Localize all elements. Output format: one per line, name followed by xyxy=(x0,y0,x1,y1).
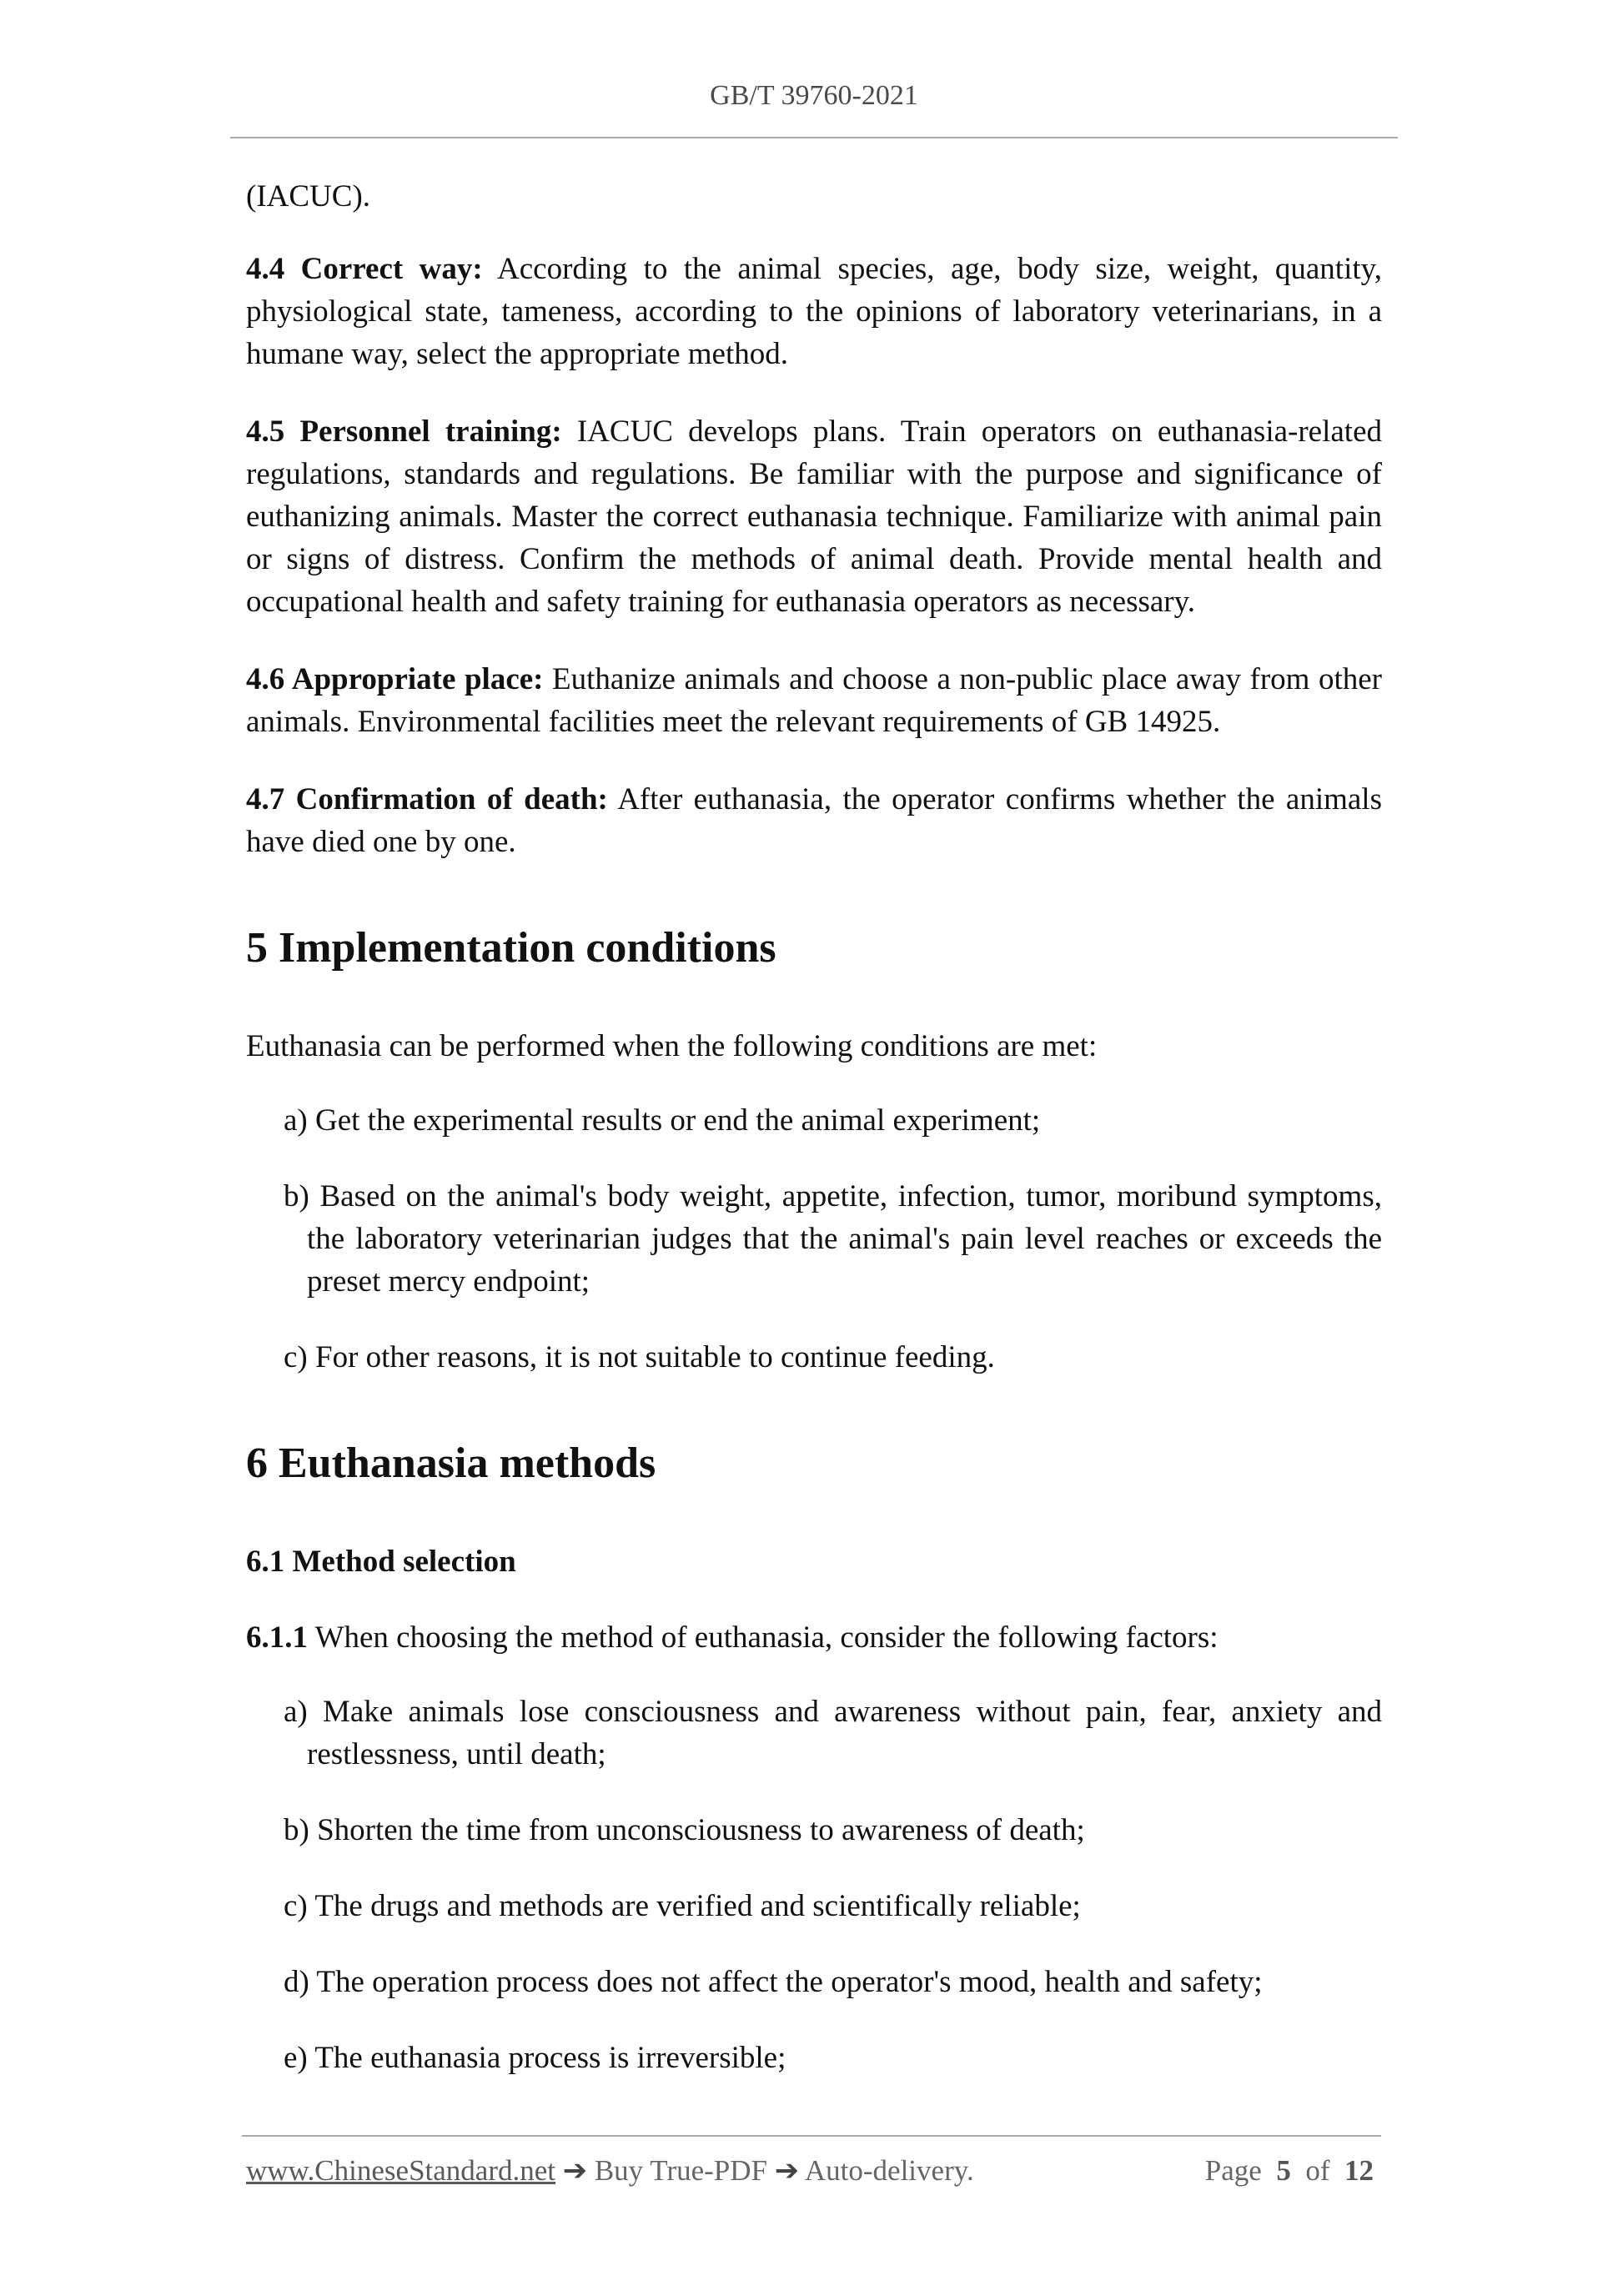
section-5-intro: Euthanasia can be performed when the following conditions are met: xyxy=(246,1029,1098,1063)
footer-divider xyxy=(242,2135,1381,2137)
section-5-heading: 5 Implementation conditions xyxy=(246,924,776,972)
section-6-item-d: d) The operation process does not affect the operator's mood, health and safety; xyxy=(284,1965,1263,1999)
clause-4-7-label: 4.7 Confirmation of death: xyxy=(246,782,608,816)
clause-6-1-1-label: 6.1.1 xyxy=(246,1620,308,1655)
clause-4-7-text: After euthanasia, the operator confirms whether the animals have died one by one. xyxy=(246,782,1382,859)
page-footer xyxy=(246,2154,1380,2196)
clause-4-6 xyxy=(246,658,1382,743)
section-5-item-a: a) Get the experimental results or end the animal experiment; xyxy=(284,1103,1041,1138)
auto-delivery-text: Auto-delivery. xyxy=(799,2154,974,2187)
page-number xyxy=(1205,2154,1374,2188)
section-6-item-b: b) Shorten the time from unconsciousness to awareness of death; xyxy=(284,1813,1085,1847)
section-5-item-b: b) Based on the animal's body weight, appetite, infection, tumor, moribund symptoms, the laboratory veterinarian judges that the animal's pain level reaches or exceeds the preset mercy endpoint; xyxy=(284,1179,1382,1299)
clause-4-6-text: Euthanize animals and choose a non-public place away from other animals. Environmental facilities meet the relevant requirements of GB 14925. xyxy=(246,662,1382,739)
page-of-label: of xyxy=(1305,2154,1330,2187)
clause-4-5-text: IACUC develops plans. Train operators on euthanasia-related regulations, standards and regulations. Be familiar with the purpose and significance of euthanizing animals. Master the correct euthanasia technique. Familiarize with animal pain or signs of distress. Confirm the methods of animal death. Provide mental health and occupational health and safety training for euthanasia operators as necessary. xyxy=(246,414,1382,619)
document-body xyxy=(246,175,1382,2113)
page-current: 5 xyxy=(1276,2154,1291,2187)
page-label: Page xyxy=(1204,2154,1262,2187)
clause-6-1-1-text: When choosing the method of euthanasia, consider the following factors: xyxy=(308,1620,1219,1655)
header-divider xyxy=(230,137,1398,138)
document-header-id: GB/T 39760-2021 xyxy=(710,80,918,111)
clause-6-1-1 xyxy=(246,1616,1382,1659)
clause-4-4-text: According to the animal species, age, body size, weight, quantity, physiological state, tameness, according to the opinions of laboratory veterinarians, in a humane way, select the appropriate method. xyxy=(246,252,1382,371)
clause-4-7 xyxy=(246,778,1382,863)
clause-4-4 xyxy=(246,248,1382,375)
clause-4-5-label: 4.5 Personnel training: xyxy=(246,414,562,449)
clause-4-4-label: 4.4 Correct way: xyxy=(246,252,483,286)
right-arrow-icon: ➔ xyxy=(774,2154,800,2187)
clause-4-6-label: 4.6 Appropriate place: xyxy=(246,662,544,696)
right-arrow-icon: ➔ xyxy=(562,2154,588,2187)
intro-tail: (IACUC). xyxy=(246,179,371,214)
page-total: 12 xyxy=(1344,2154,1374,2187)
subsection-6-1-heading: 6.1 Method selection xyxy=(246,1545,516,1579)
section-6-item-c: c) The drugs and methods are verified and scientifically reliable; xyxy=(284,1889,1081,1923)
section-6-item-e: e) The euthanasia process is irreversible; xyxy=(284,2041,786,2075)
buy-true-pdf-text: Buy True-PDF xyxy=(587,2154,775,2187)
section-6-heading: 6 Euthanasia methods xyxy=(246,1439,656,1487)
clause-4-5 xyxy=(246,410,1382,623)
website-link[interactable]: www.ChineseStandard.net xyxy=(246,2154,555,2187)
section-5-item-c: c) For other reasons, it is not suitable to continue feeding. xyxy=(284,1340,995,1374)
footer-promo xyxy=(246,2154,974,2188)
section-6-item-a: a) Make animals lose consciousness and awareness without pain, fear, anxiety and restlessness, until death; xyxy=(284,1695,1382,1771)
